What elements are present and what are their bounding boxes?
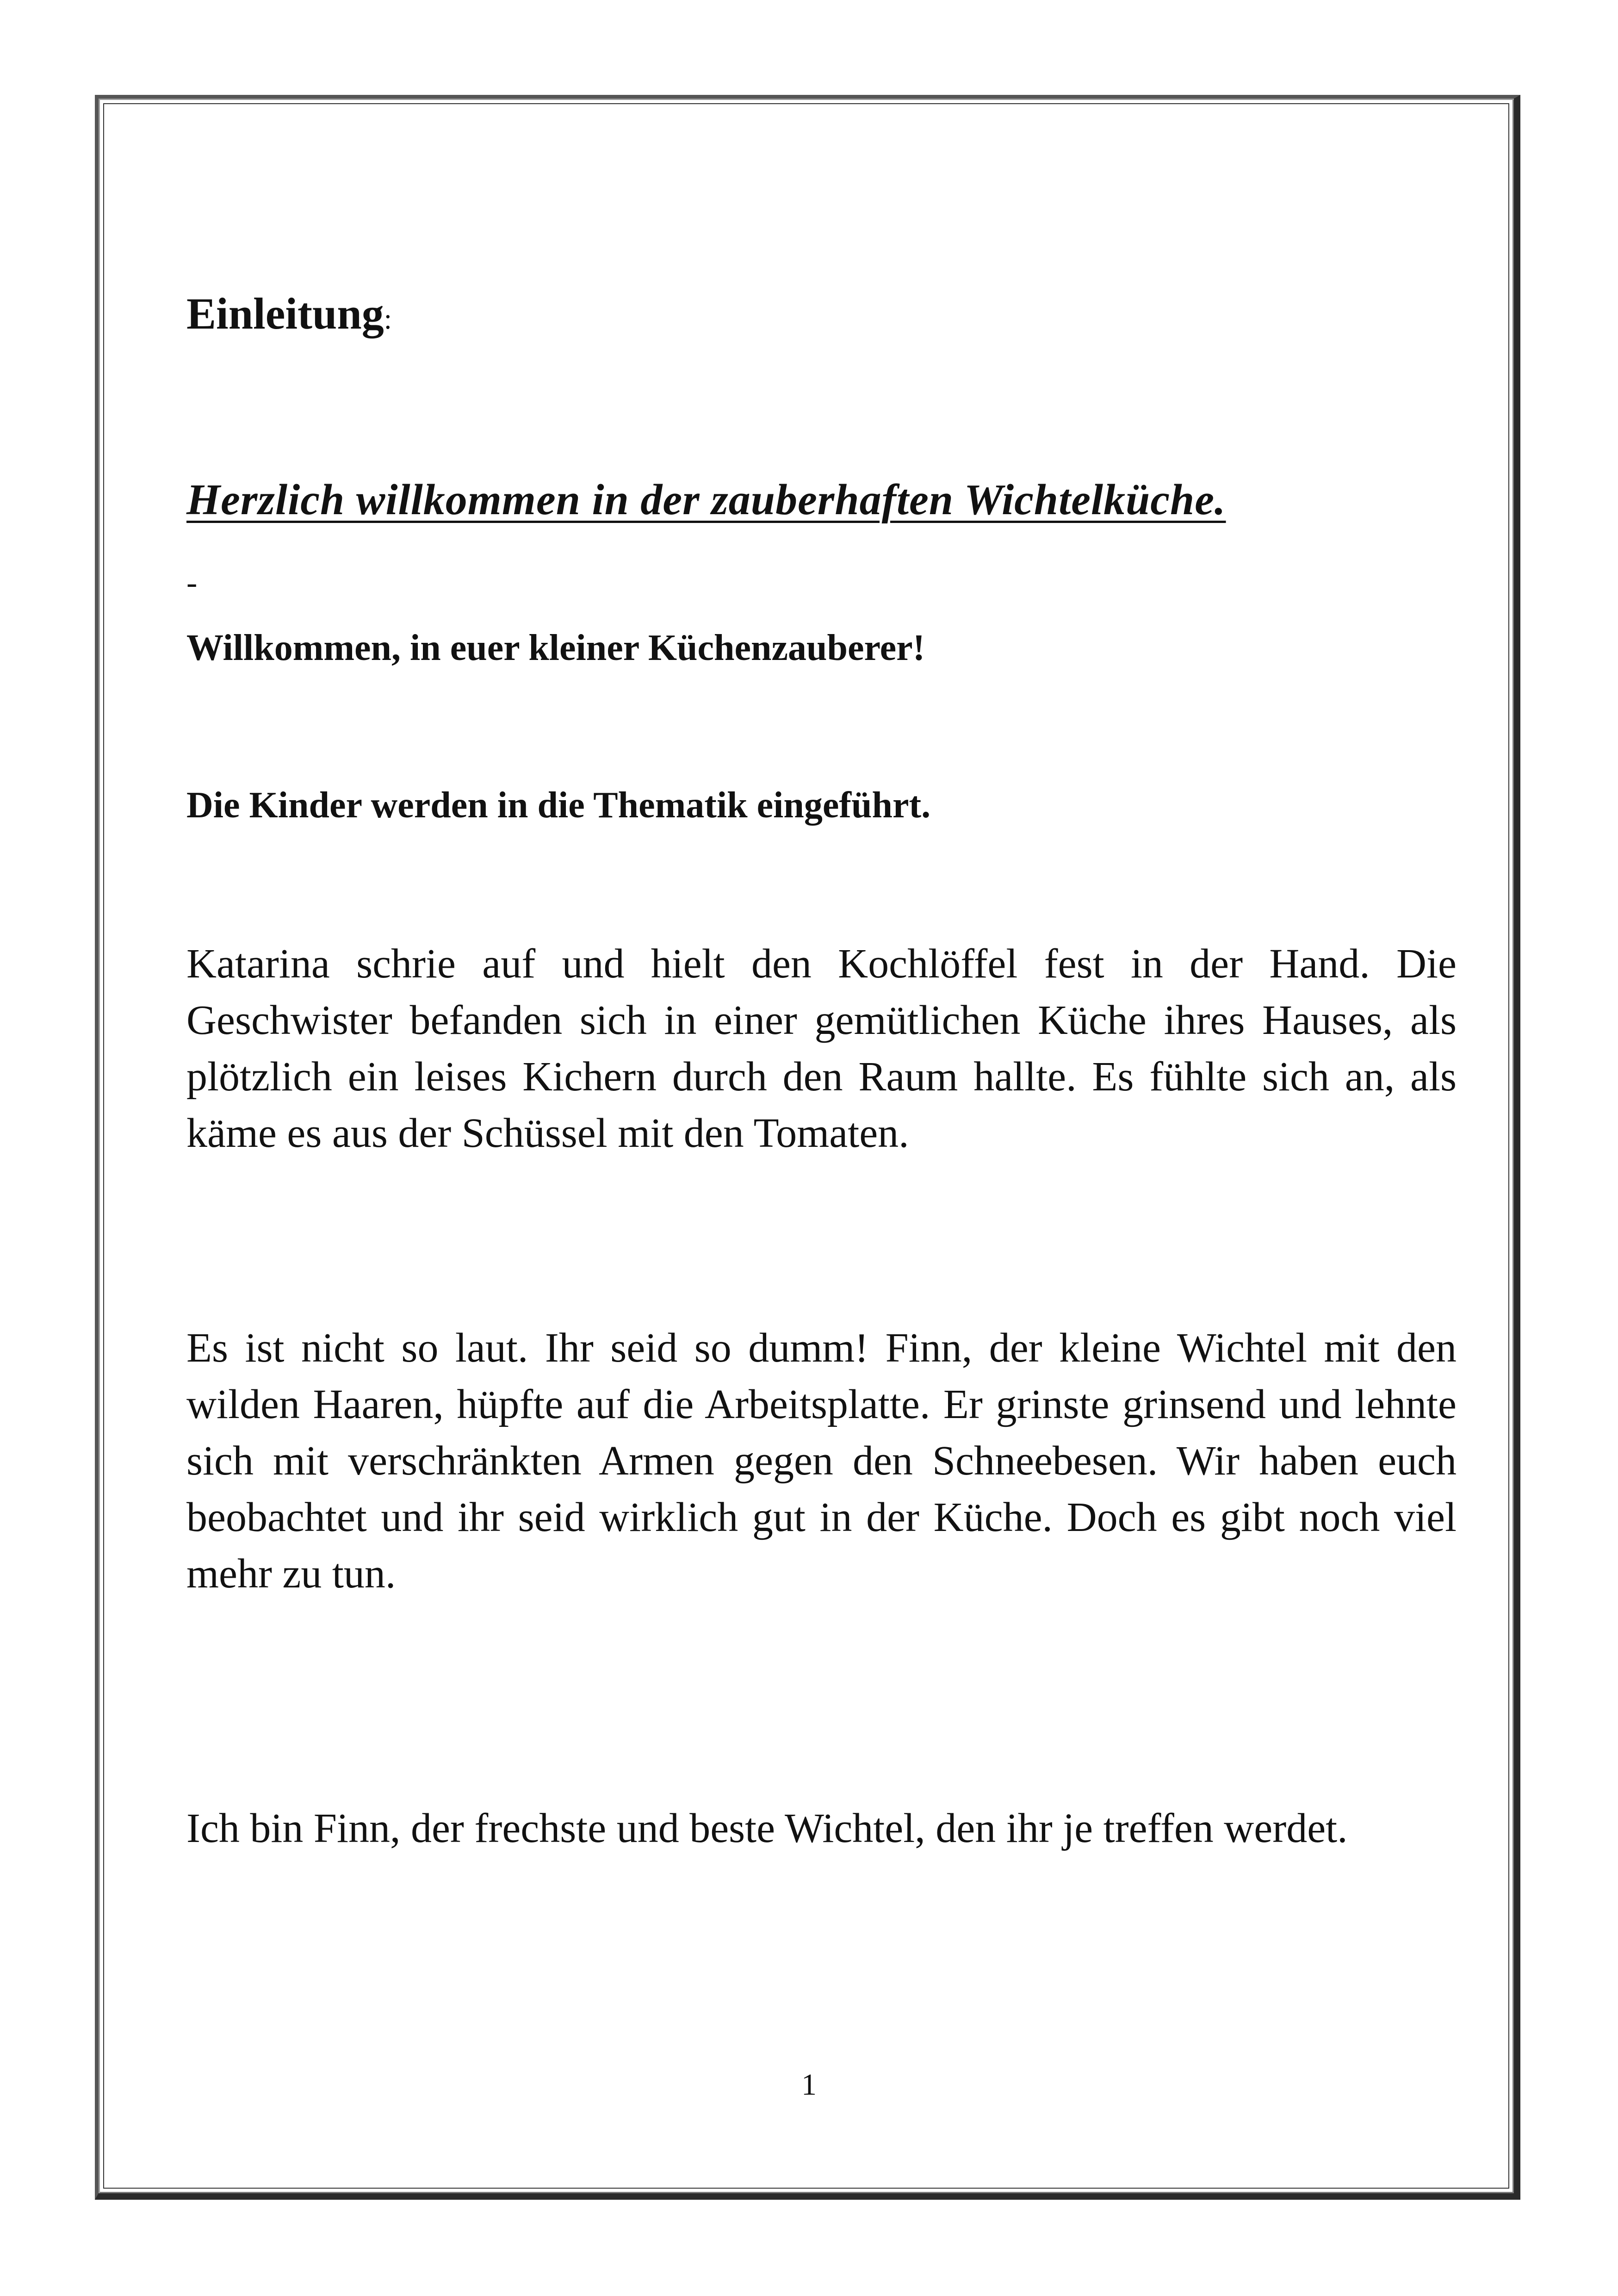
- welcome-heading: Willkommen, in euer kleiner Küchenzauberer!: [186, 628, 925, 668]
- page-title-colon: :: [384, 304, 392, 335]
- intro-heading: Die Kinder werden in die Thematik eingeführt.: [186, 785, 931, 826]
- page-subtitle: Herzlich willkommen in der zauberhaften Wichtelküche.: [186, 476, 1226, 524]
- story-paragraph: Ich bin Finn, der frechste und beste Wichtel, den ihr je treffen werdet.: [186, 1805, 1348, 1851]
- page-title-text: Einleitung: [186, 289, 384, 338]
- page-number: 1: [801, 2068, 817, 2102]
- story-paragraph: Katarina schrie auf und hielt den Kochlöffel fest in der Hand. Die Geschwister befanden sich in einer gemütlichen Küche ihres Hauses, als plötzlich ein leises Kichern durch den Raum hallte. Es fühlte sich an, als käme es aus der Schüssel mit den Tomaten.: [186, 941, 1457, 1156]
- story-paragraph: Es ist nicht so laut. Ihr seid so dumm! Finn, der kleine Wichtel mit den wilden Haaren, hüpfte auf die Arbeitsplatte. Er grinste grinsend und lehnte sich mit verschränkten Armen gegen den Schneebesen. Wir haben euch beobachtet und ihr seid wirklich gut in der Küche. Doch es gibt noch viel mehr zu tun.: [186, 1325, 1457, 1597]
- dash-separator: -: [186, 565, 198, 601]
- page-title: [186, 281, 1457, 352]
